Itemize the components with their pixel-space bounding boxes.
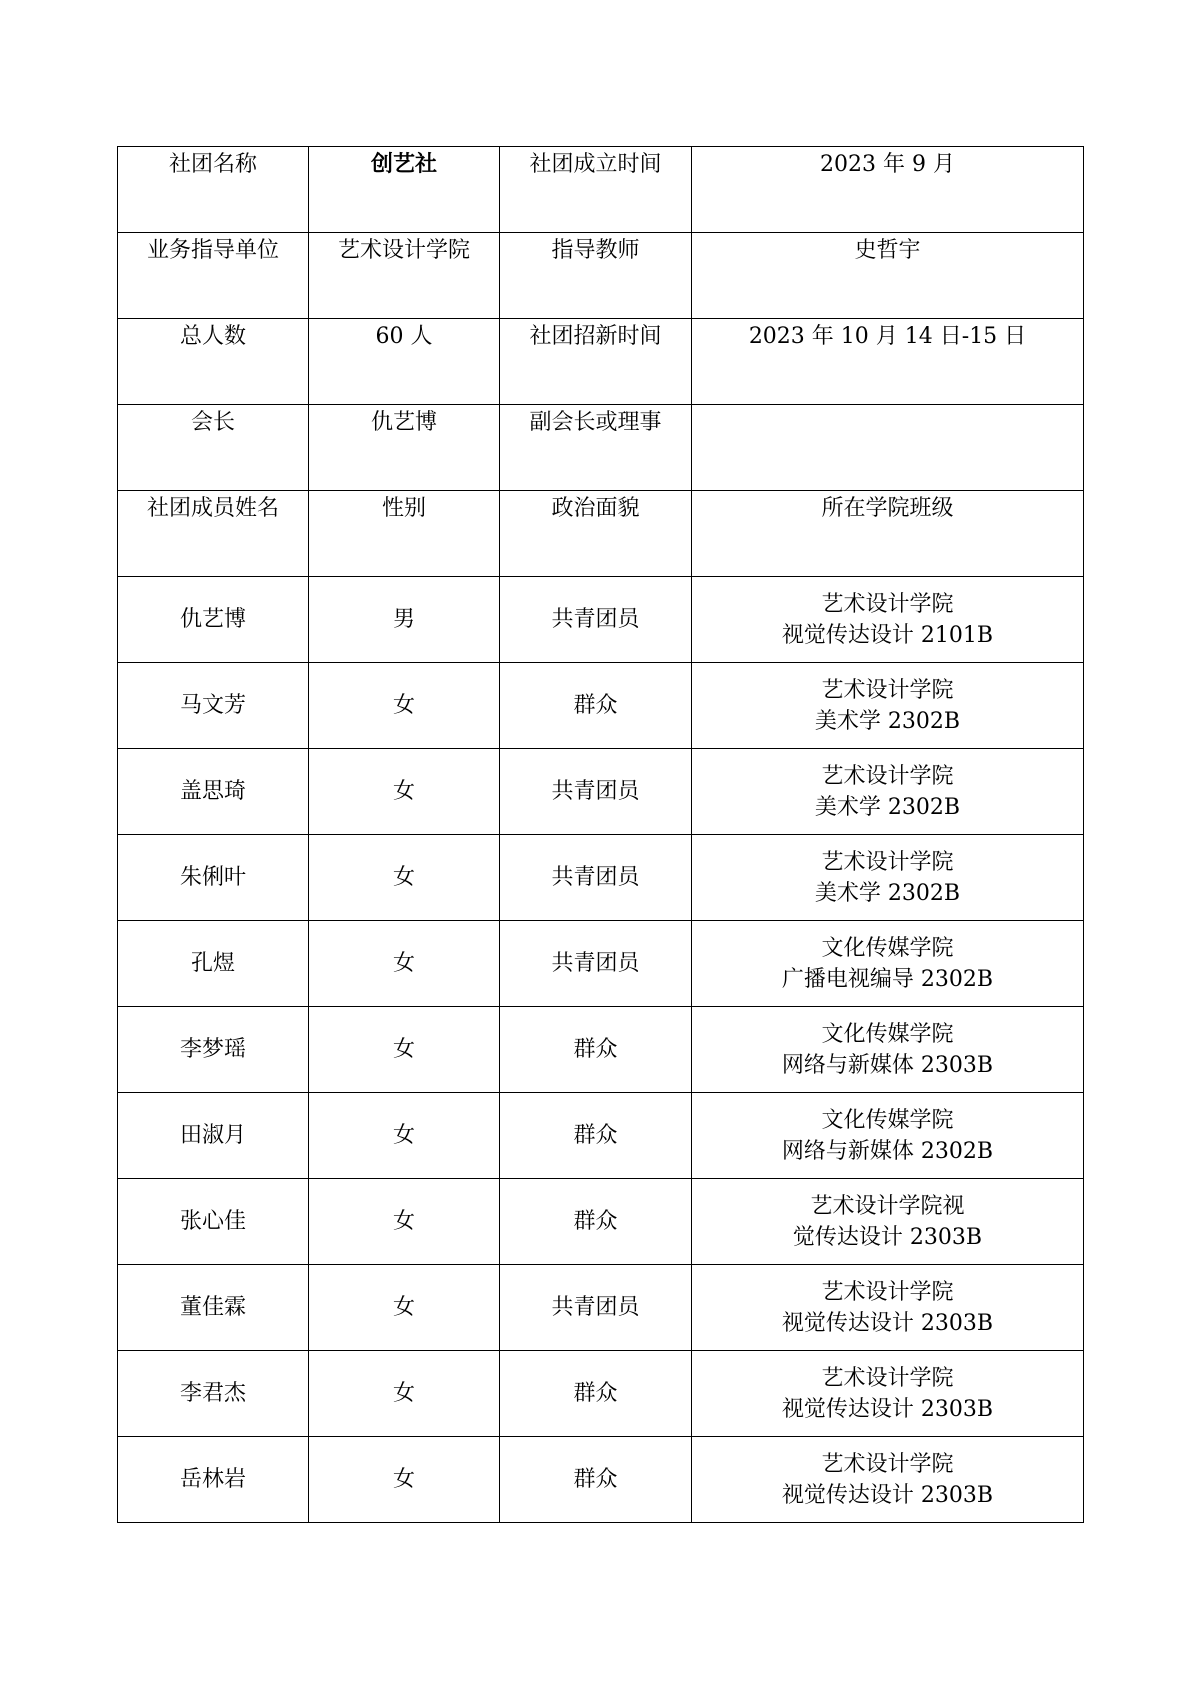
table-row [118, 319, 1084, 405]
member-college: 艺术设计学院 [821, 763, 954, 789]
member-college-class [692, 749, 1084, 835]
table-row [118, 1007, 1084, 1093]
supervising-unit-label: 业务指导单位 [118, 233, 309, 319]
table-row [118, 1351, 1084, 1437]
member-class: 美术学 2302B [814, 794, 961, 820]
advisor-label: 指导教师 [500, 233, 692, 319]
member-college-class [692, 1093, 1084, 1179]
member-class: 网络与新媒体 2303B [781, 1052, 994, 1078]
member-class: 美术学 2302B [814, 708, 961, 734]
recruitment-date-label: 社团招新时间 [500, 319, 692, 405]
member-class: 广播电视编导 2302B [781, 966, 994, 992]
member-college: 艺术设计学院 [821, 849, 954, 875]
member-gender: 女 [309, 1437, 500, 1523]
member-college-class [692, 1179, 1084, 1265]
member-class: 视觉传达设计 2303B [781, 1310, 994, 1336]
member-college-class [692, 1265, 1084, 1351]
table-row [118, 577, 1084, 663]
member-name: 张心佳 [118, 1179, 309, 1265]
table-row [118, 405, 1084, 491]
table-row [118, 749, 1084, 835]
table-row [118, 921, 1084, 1007]
member-political: 共青团员 [500, 835, 692, 921]
member-college: 文化传媒学院 [821, 1021, 954, 1047]
member-college: 艺术设计学院 [821, 1451, 954, 1477]
member-college: 艺术设计学院 [821, 677, 954, 703]
president-value: 仇艺博 [309, 405, 500, 491]
member-name: 李梦瑶 [118, 1007, 309, 1093]
member-college: 艺术设计学院视 [810, 1193, 965, 1219]
member-name: 马文芳 [118, 663, 309, 749]
member-political: 群众 [500, 1179, 692, 1265]
member-gender: 男 [309, 577, 500, 663]
club-name-value: 创艺社 [309, 147, 500, 233]
club-info-table [117, 146, 1084, 1523]
founded-date-value: 2023 年 9 月 [692, 147, 1084, 233]
member-class: 美术学 2302B [814, 880, 961, 906]
member-political: 群众 [500, 663, 692, 749]
table-row [118, 147, 1084, 233]
member-name: 董佳霖 [118, 1265, 309, 1351]
member-class: 视觉传达设计 2303B [781, 1482, 994, 1508]
member-gender: 女 [309, 749, 500, 835]
table-row [118, 233, 1084, 319]
member-college-class [692, 835, 1084, 921]
member-political: 群众 [500, 1351, 692, 1437]
column-header-gender: 性别 [309, 491, 500, 577]
total-members-label: 总人数 [118, 319, 309, 405]
member-gender: 女 [309, 1179, 500, 1265]
member-political: 共青团员 [500, 921, 692, 1007]
column-header-college-class: 所在学院班级 [692, 491, 1084, 577]
member-name: 田淑月 [118, 1093, 309, 1179]
founded-date-label: 社团成立时间 [500, 147, 692, 233]
member-political: 共青团员 [500, 577, 692, 663]
member-college: 文化传媒学院 [821, 935, 954, 961]
member-class: 网络与新媒体 2302B [781, 1138, 994, 1164]
advisor-value: 史哲宇 [692, 233, 1084, 319]
member-college: 艺术设计学院 [821, 591, 954, 617]
member-name: 孔煜 [118, 921, 309, 1007]
member-college: 艺术设计学院 [821, 1365, 954, 1391]
member-political: 群众 [500, 1007, 692, 1093]
table-row [118, 835, 1084, 921]
member-name: 岳林岩 [118, 1437, 309, 1523]
table-row [118, 1265, 1084, 1351]
member-college: 文化传媒学院 [821, 1107, 954, 1133]
member-college-class [692, 1007, 1084, 1093]
member-gender: 女 [309, 835, 500, 921]
member-gender: 女 [309, 1007, 500, 1093]
member-name: 仇艺博 [118, 577, 309, 663]
member-name: 盖思琦 [118, 749, 309, 835]
member-political: 共青团员 [500, 749, 692, 835]
member-header-row [118, 491, 1084, 577]
member-name: 朱俐叶 [118, 835, 309, 921]
member-name: 李君杰 [118, 1351, 309, 1437]
member-political: 群众 [500, 1093, 692, 1179]
member-gender: 女 [309, 1351, 500, 1437]
member-college-class [692, 577, 1084, 663]
club-name-label: 社团名称 [118, 147, 309, 233]
column-header-name: 社团成员姓名 [118, 491, 309, 577]
vice-president-label: 副会长或理事 [500, 405, 692, 491]
table-row [118, 1093, 1084, 1179]
supervising-unit-value: 艺术设计学院 [309, 233, 500, 319]
member-college-class [692, 1437, 1084, 1523]
member-gender: 女 [309, 1093, 500, 1179]
vice-president-value [692, 405, 1084, 491]
member-gender: 女 [309, 1265, 500, 1351]
member-class: 视觉传达设计 2303B [781, 1396, 994, 1422]
column-header-political: 政治面貌 [500, 491, 692, 577]
president-label: 会长 [118, 405, 309, 491]
member-class: 视觉传达设计 2101B [781, 622, 994, 648]
member-college-class [692, 663, 1084, 749]
member-college-class [692, 1351, 1084, 1437]
member-political: 群众 [500, 1437, 692, 1523]
recruitment-date-value: 2023 年 10 月 14 日-15 日 [692, 319, 1084, 405]
table-row [118, 1437, 1084, 1523]
member-gender: 女 [309, 921, 500, 1007]
table-row [118, 1179, 1084, 1265]
member-political: 共青团员 [500, 1265, 692, 1351]
member-gender: 女 [309, 663, 500, 749]
total-members-value: 60 人 [309, 319, 500, 405]
table-row [118, 663, 1084, 749]
member-college: 艺术设计学院 [821, 1279, 954, 1305]
member-class: 觉传达设计 2303B [792, 1224, 983, 1250]
member-college-class [692, 921, 1084, 1007]
